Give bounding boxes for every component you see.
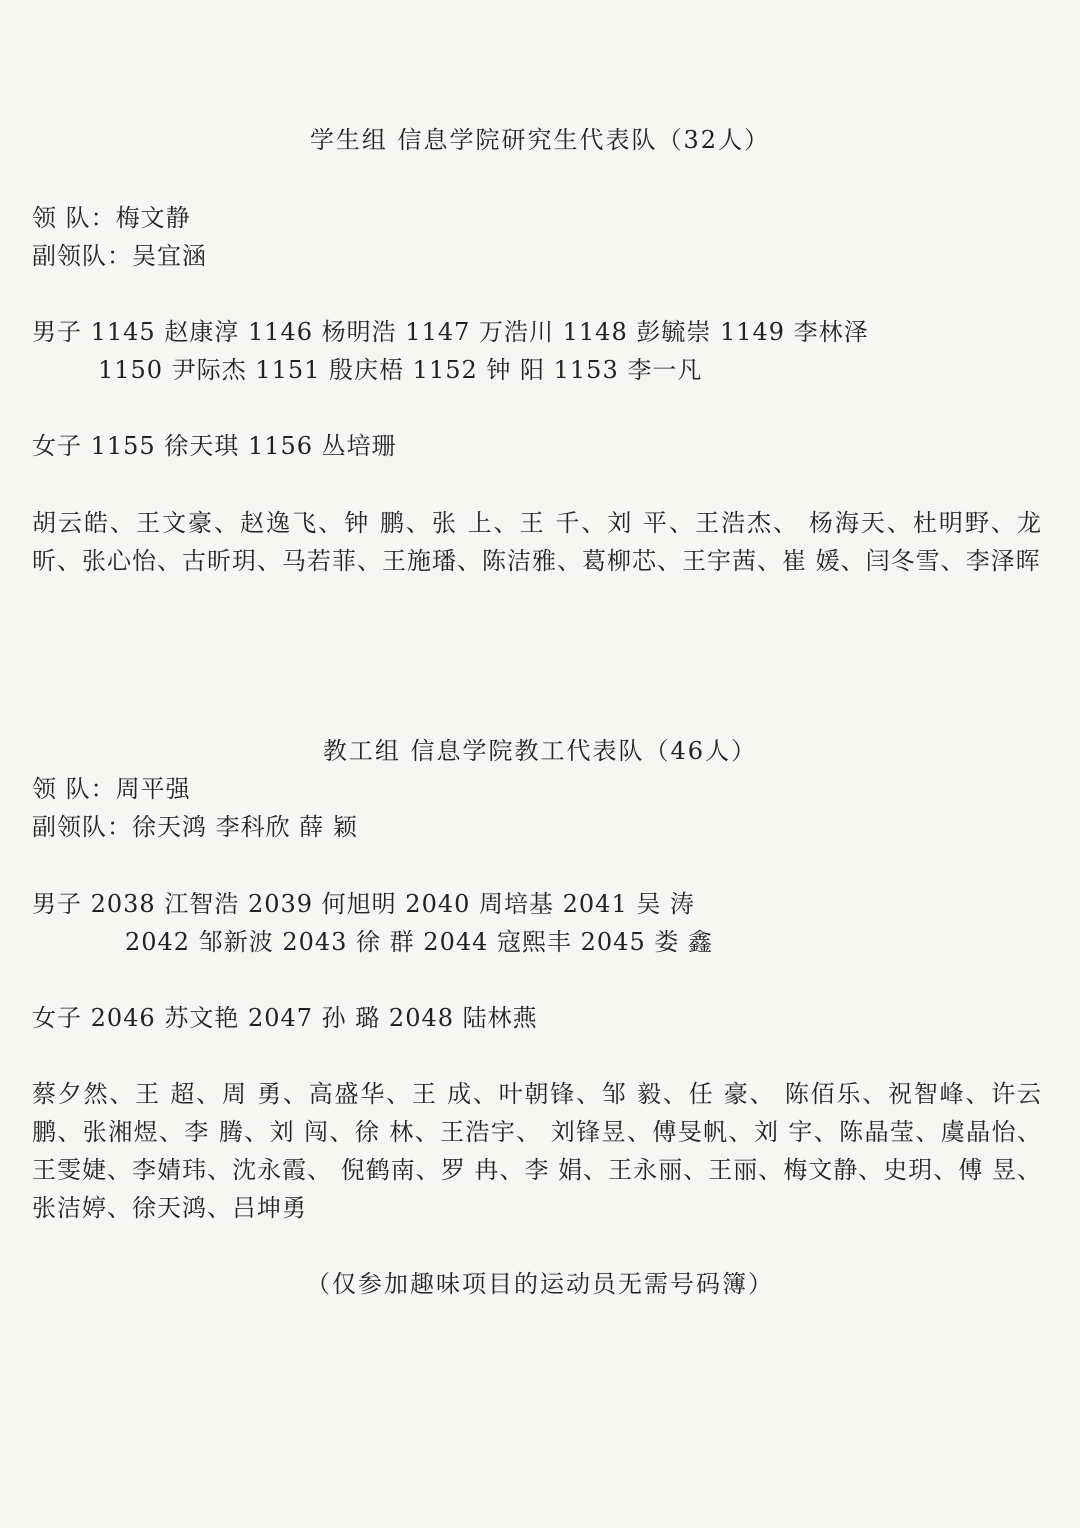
staff-group-title: 教工组 信息学院教工代表队（46人） — [322, 737, 758, 765]
staff-group-female-line: 女子 2046 苏文艳 2047 孙 璐 2048 陆林燕 — [32, 1004, 538, 1032]
staff-group-leader: 领 队：周平强 — [32, 775, 191, 803]
student-group-female-line: 女子 1155 徐天琪 1156 丛培珊 — [32, 432, 397, 460]
student-group-title: 学生组 信息学院研究生代表队（32人） — [309, 126, 771, 154]
student-group-leader: 领 队：梅文静 — [32, 204, 191, 232]
footnote: （仅参加趣味项目的运动员无需号码簿） — [306, 1270, 774, 1298]
student-group-male-line-1: 男子 1145 赵康淳 1146 杨明浩 1147 万浩川 1148 彭毓崇 1149 李林泽 — [32, 318, 869, 346]
student-group-deputy-leader: 副领队：吴宜涵 — [32, 242, 207, 270]
student-group-male-line-2: 1150 尹际杰 1151 殷庆梧 1152 钟 阳 1153 李一凡 — [98, 356, 703, 384]
student-group-members: 胡云皓、王文豪、赵逸飞、钟 鹏、张 上、王 千、刘 平、王浩杰、 杨海天、杜明野、龙 昕、张心怡、古昕玥、马若菲、王施璠、陈洁雅、葛柳芯、王宇茜、崔 媛、闫冬雪、李泽晖 — [32, 509, 1042, 575]
staff-group-male-line-1: 男子 2038 江智浩 2039 何旭明 2040 周培基 2041 吴 涛 — [32, 890, 695, 918]
staff-group-deputy-leader: 副领队：徐天鸿 李科欣 薛 颖 — [32, 813, 358, 841]
staff-group-male-line-2: 2042 邹新波 2043 徐 群 2044 寇熙丰 2045 娄 鑫 — [125, 928, 713, 956]
staff-group-members: 蔡夕然、王 超、周 勇、高盛华、王 成、叶朝锋、邹 毅、任 豪、 陈佰乐、祝智峰、许云鹏、张湘煜、李 腾、刘 闯、徐 林、王浩宇、 刘锋昱、傅旻帆、刘 宇、陈晶莹、虞晶怡、王雯婕、李婧玮、沈永霞、 倪鹤南、罗 冉、李 娟、王永丽、王丽、梅文静、史玥、傅 昱、张洁婷、徐天鸿、吕坤勇 — [32, 1080, 1042, 1222]
